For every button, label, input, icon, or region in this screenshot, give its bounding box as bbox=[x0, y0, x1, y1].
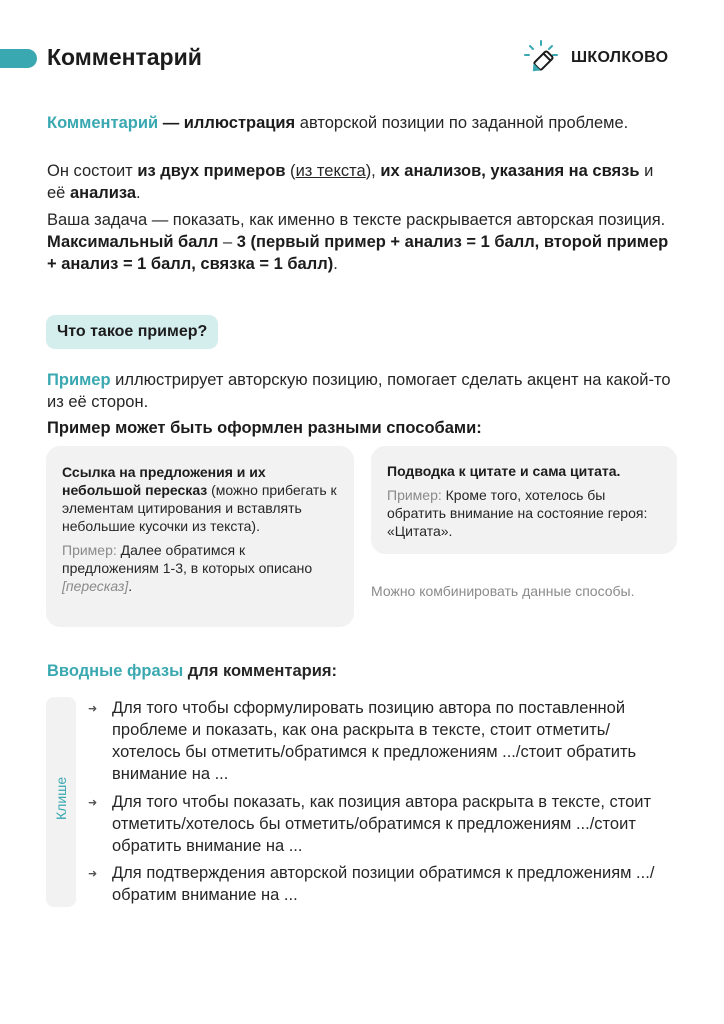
rocket-pen-icon bbox=[522, 40, 562, 76]
card-example bbox=[62, 541, 340, 595]
logo bbox=[522, 40, 682, 76]
underlined-text: из текста bbox=[295, 162, 366, 180]
bold-text: из двух примеров bbox=[137, 162, 286, 180]
text: Кроме того, хотелось бы обратить внимание на состояние героя: «Цитата». bbox=[387, 487, 648, 539]
bold-text: Подводка к цитате и сама цитата. bbox=[387, 463, 621, 479]
arrow-icon: ➜ bbox=[88, 797, 98, 809]
text: . bbox=[333, 255, 338, 273]
arrow-icon: ➜ bbox=[88, 868, 98, 880]
example-label: Пример: bbox=[387, 487, 442, 503]
method-card-retelling bbox=[46, 446, 354, 627]
text: для комментария: bbox=[183, 662, 337, 680]
text: Он состоит bbox=[47, 162, 138, 180]
term-example: Пример bbox=[47, 371, 111, 389]
bold-text: анализа bbox=[69, 184, 137, 202]
example-label: Пример: bbox=[62, 542, 117, 558]
card-title bbox=[62, 463, 340, 535]
text: и её bbox=[47, 162, 654, 202]
cliche-label: Клише bbox=[53, 776, 69, 820]
structure-paragraph bbox=[47, 160, 672, 204]
intro-phrases-heading bbox=[47, 662, 337, 681]
phrase-item: Для того чтобы показать, как позиция автора раскрыта в тексте, стоит отметить/хотелось бы отметить/обратимся к предложениям .../стоит обратить внимание на ... bbox=[112, 793, 652, 855]
card-title bbox=[387, 462, 663, 480]
term-comment: Комментарий bbox=[47, 114, 159, 132]
dash: — bbox=[158, 114, 184, 132]
card-example bbox=[387, 486, 663, 540]
section-tab-marker bbox=[0, 49, 37, 68]
example-question-pill: Что такое пример? bbox=[46, 315, 218, 349]
teal-text: Вводные фразы bbox=[47, 662, 184, 680]
text: – bbox=[218, 233, 237, 251]
logo-text: ШКОЛКОВО bbox=[571, 49, 669, 66]
bold-text: 3 (первый пример + анализ = 1 балл, второй пример + анализ = 1 балл, связка = 1 балл) bbox=[47, 233, 669, 273]
definition-paragraph bbox=[47, 112, 672, 134]
task-paragraph bbox=[47, 209, 672, 275]
text: Далее обратимся к предложениям 1-3, в которых описано bbox=[62, 542, 313, 576]
italic-placeholder: [пересказ] bbox=[62, 578, 129, 594]
method-card-quote bbox=[371, 446, 677, 554]
bold-text: Максимальный балл bbox=[47, 233, 219, 251]
text: (можно прибегать к элементам цитирования и вставлять небольшие кусочки из текста). bbox=[62, 482, 337, 534]
ways-heading: Пример может быть оформлен разными способами: bbox=[47, 419, 482, 437]
phrase-item: Для того чтобы сформулировать позицию автора по поставленной проблеме и показать, как она раскрыта в тексте, стоит отметить/хотелось бы отметить/обратимся к предложениям .../стоит обратить внимание на ... bbox=[112, 699, 637, 783]
phrase-item: Для подтверждения авторской позиции обратимся к предложениям .../обратим внимание на ... bbox=[112, 864, 655, 904]
definition-rest: авторской позиции по заданной проблеме. bbox=[295, 114, 629, 132]
bold-illustration: иллюстрация bbox=[183, 114, 296, 132]
text: иллюстрирует авторскую позицию, помогает сделать акцент на какой-то из её сторон. bbox=[47, 371, 671, 411]
example-definition bbox=[47, 369, 672, 413]
text: . bbox=[128, 578, 133, 594]
bold-text: Ссылка на предложения и их небольшой пересказ bbox=[62, 464, 266, 498]
bold-text: их анализов, указания на связь bbox=[380, 162, 640, 180]
text: Ваша задача — показать, как именно в тексте раскрывается авторская позиция. bbox=[47, 211, 666, 229]
text: ), bbox=[365, 162, 381, 180]
combine-note: Можно комбинировать данные способы. bbox=[371, 583, 635, 599]
arrow-icon: ➜ bbox=[88, 703, 98, 715]
page-title: Комментарий bbox=[47, 44, 202, 70]
text: . bbox=[136, 184, 141, 202]
text: ( bbox=[285, 162, 296, 180]
